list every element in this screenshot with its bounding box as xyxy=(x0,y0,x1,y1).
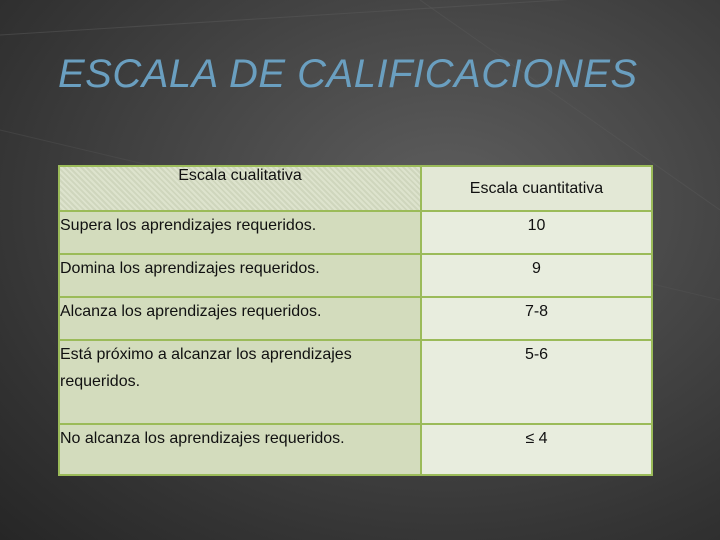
qualitative-cell: Está próximo a alcanzar los aprendizajes requeridos. xyxy=(59,340,421,424)
header-quantitative: Escala cuantitativa xyxy=(421,166,652,211)
quantitative-cell: 5-6 xyxy=(421,340,652,424)
slide-title: ESCALA DE CALIFICACIONES xyxy=(58,52,638,96)
table-row xyxy=(59,297,652,340)
quantitative-cell: 7-8 xyxy=(421,297,652,340)
table-row xyxy=(59,340,652,424)
table-row xyxy=(59,254,652,297)
table-row xyxy=(59,424,652,475)
qualitative-cell: Supera los aprendizajes requeridos. xyxy=(59,211,421,254)
quantitative-cell: ≤ 4 xyxy=(421,424,652,475)
quantitative-cell: 9 xyxy=(421,254,652,297)
quantitative-cell: 10 xyxy=(421,211,652,254)
grading-scale-table xyxy=(58,165,653,476)
qualitative-cell: No alcanza los aprendizajes requeridos. xyxy=(59,424,421,475)
header-qualitative: Escala cualitativa xyxy=(59,166,421,211)
qualitative-cell: Alcanza los aprendizajes requeridos. xyxy=(59,297,421,340)
table-row xyxy=(59,211,652,254)
qualitative-cell: Domina los aprendizajes requeridos. xyxy=(59,254,421,297)
table-header-row xyxy=(59,166,652,211)
